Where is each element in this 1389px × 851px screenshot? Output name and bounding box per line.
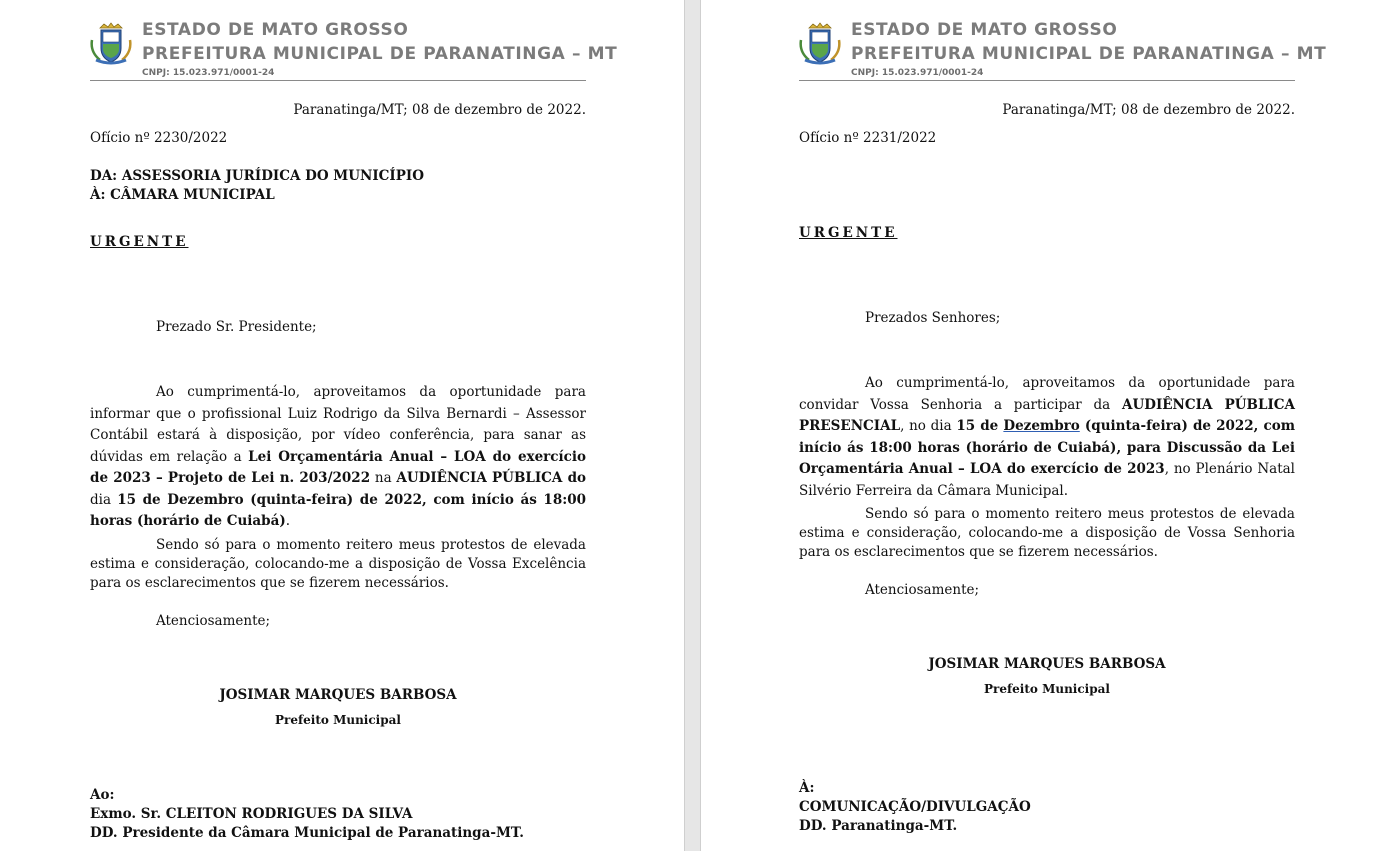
body1-law-reference: Lei Orçamentária Anual – LOA do exercício de 2023 – Projeto de Lei n. 203/2022: [90, 448, 586, 486]
addressee-title: DD. Paranatinga-MT.: [799, 818, 958, 834]
closing: Atenciosamente;: [865, 582, 980, 598]
greeting: Prezados Senhores;: [865, 310, 1001, 326]
addressee-label: Ao:: [90, 787, 115, 803]
oficio-number: Ofício nº 2230/2022: [90, 130, 228, 146]
addressee-label: À:: [799, 780, 815, 796]
header-state: ESTADO DE MATO GROSSO: [142, 20, 409, 40]
document-page-2: [701, 0, 1389, 851]
body1-text-c: na: [370, 470, 397, 486]
body1-hearing: AUDIÊNCIA PÚBLICA PRESENCIAL: [799, 396, 1295, 434]
body1-month: Dezembro: [1003, 418, 1080, 434]
addressee-name: Exmo. Sr. CLEITON RODRIGUES DA SILVA: [90, 806, 413, 822]
body1-datetime: (quinta-feira) de 2022, com início ás 18:00 horas (horário de Cuiabá), para Discussão da Lei Orçamentária Anual – LOA do exercício de 2023: [799, 418, 1295, 477]
header-municipality: PREFEITURA MUNICIPAL DE PARANATINGA – MT: [142, 44, 618, 64]
body1-text-a: Ao cumprimentá-lo, aproveitamos da oportunidade para informar que o profissional Luiz Rodrigo da Silva Bernardi – Assessor Contábil estará à disposição, por vídeo conferência, para sanar as dúvidas em relação a: [90, 384, 586, 465]
body-paragraph-2: Sendo só para o momento reitero meus protestos de elevada estima e consideração, colocando-me a disposição de Vossa Senhoria para os esclarecimentos que se fizerem necessários.: [799, 506, 1295, 560]
signer-role: Prefeito Municipal: [275, 713, 401, 727]
date-line: Paranatinga/MT; 08 de dezembro de 2022.: [1002, 102, 1295, 118]
signer-name: JOSIMAR MARQUES BARBOSA: [219, 687, 457, 703]
municipal-crest-icon: [90, 22, 132, 66]
body-paragraph-1: [90, 382, 586, 533]
document-page-1: [0, 0, 684, 851]
greeting: Prezado Sr. Presidente;: [156, 319, 317, 335]
body1-text-c: , no dia: [900, 418, 957, 434]
body1-datetime: 15 de Dezembro (quinta-feira) de 2022, com início ás 18:00 horas (horário de Cuiabá): [90, 491, 586, 529]
municipal-crest-icon: [799, 22, 841, 66]
signer-name: JOSIMAR MARQUES BARBOSA: [928, 656, 1166, 672]
body1-text-g: , no Plenário Natal Silvério Ferreira da Câmara Municipal.: [799, 461, 1296, 499]
header-cnpj: CNPJ: 15.023.971/0001-24: [851, 68, 984, 78]
sender-line: DA: ASSESSORIA JURÍDICA DO MUNICÍPIO: [90, 168, 424, 184]
body1-hearing: AUDIÊNCIA PÚBLICA do: [396, 470, 587, 486]
header-municipality: PREFEITURA MUNICIPAL DE PARANATINGA – MT: [851, 44, 1327, 64]
header-cnpj: CNPJ: 15.023.971/0001-24: [142, 68, 275, 78]
signer-role: Prefeito Municipal: [984, 682, 1110, 696]
header-divider: [799, 80, 1295, 81]
addressee-title: DD. Presidente da Câmara Municipal de Paranatinga-MT.: [90, 825, 524, 841]
body1-text-e: dia: [90, 491, 118, 508]
urgent-label: URGENTE: [799, 225, 898, 241]
body1-text-g: .: [285, 513, 291, 529]
recipient-line: À: CÂMARA MUNICIPAL: [90, 187, 275, 203]
oficio-number: Ofício nº 2231/2022: [799, 130, 937, 146]
addressee-name: COMUNICAÇÃO/DIVULGAÇÃO: [799, 799, 1031, 815]
date-line: Paranatinga/MT; 08 de dezembro de 2022.: [293, 102, 586, 118]
body1-day: 15 de: [956, 418, 1004, 434]
page-gutter: [684, 0, 701, 851]
urgent-label: URGENTE: [90, 234, 189, 250]
body1-text-a: Ao cumprimentá-lo, aproveitamos da oportunidade para convidar Vossa Senhoria a participar da: [799, 375, 1295, 413]
header-state: ESTADO DE MATO GROSSO: [851, 20, 1118, 40]
body-paragraph-2: Sendo só para o momento reitero meus protestos de elevada estima e consideração, colocando-me a disposição de Vossa Excelência para os esclarecimentos que se fizerem necessários.: [90, 537, 586, 591]
header-divider: [90, 80, 586, 81]
closing: Atenciosamente;: [156, 613, 271, 629]
body-paragraph-1: [799, 373, 1295, 502]
